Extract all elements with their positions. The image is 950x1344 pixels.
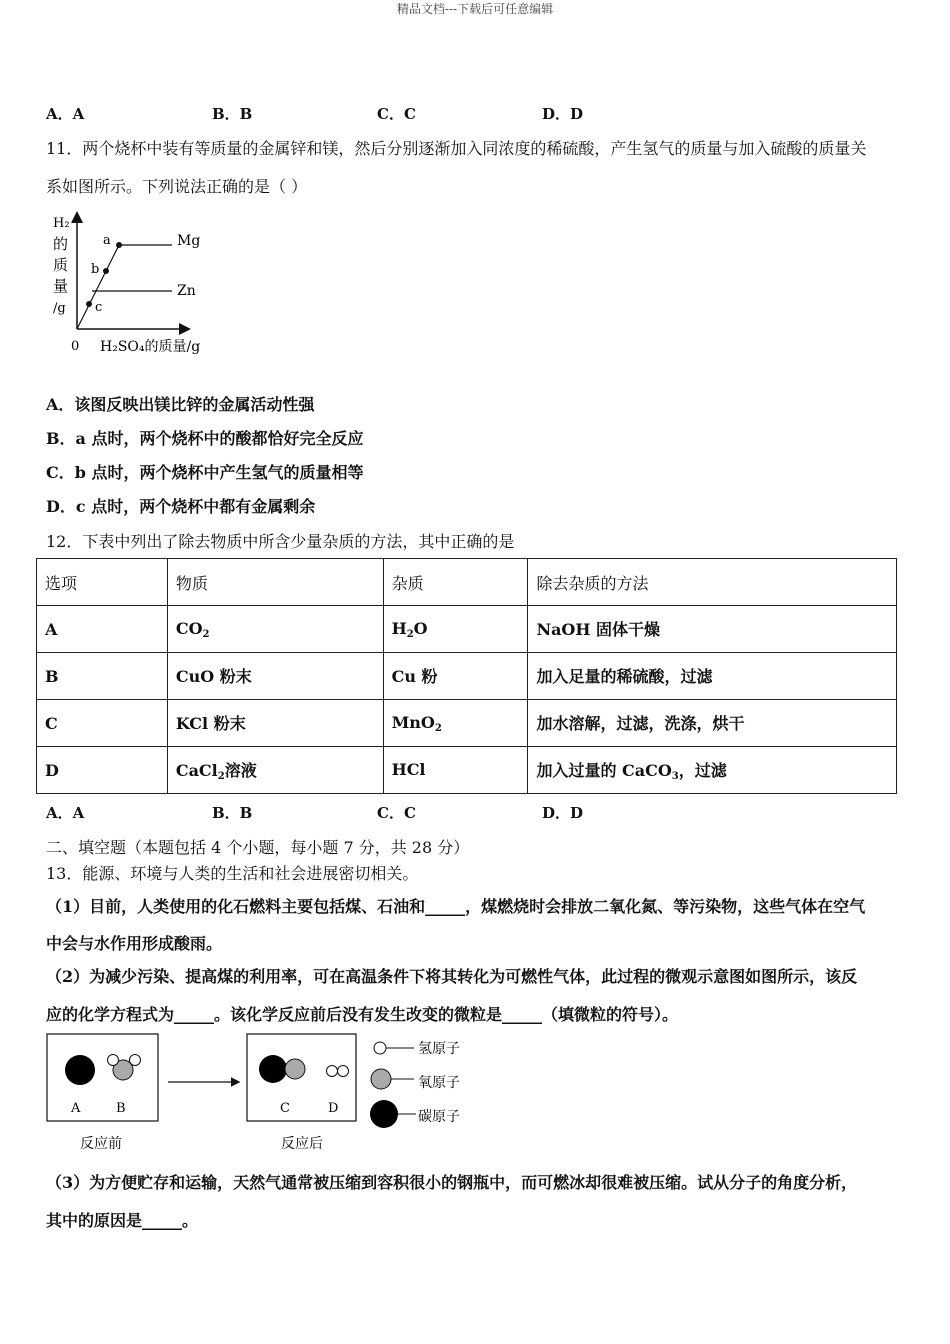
cell-option: A [37,606,168,653]
table-row [37,606,897,653]
label-d: D [328,1101,339,1116]
cell-substance: CuO 粉末 [167,653,383,700]
header-method: 除去杂质的方法 [528,559,897,606]
table-row [37,700,897,747]
cell-impurity: $H_2O$ [383,606,528,653]
q13-part1-line2: 中会与水作用形成酸雨。 [46,934,223,953]
q12-option-c[interactable]: C．C [377,804,416,822]
x-axis-label: H₂SO₄的质量/g [100,339,201,355]
y-label-char: 的 [53,235,69,253]
hydrogen-atom [338,1066,349,1077]
section-title: 二、填空题（本题包括 4 个小题，每小题 7 分，共 28 分） [46,838,470,857]
after-label: 反应后 [281,1136,323,1152]
q12-option-a[interactable]: A．A [46,804,85,822]
label-c: c [95,300,103,315]
table-header-row [37,559,897,606]
q11-option-b[interactable]: B．a 点时，两个烧杯中的酸都恰好完全反应 [46,429,364,448]
before-label: 反应前 [80,1136,122,1152]
q10-option-c[interactable]: C．C [377,105,416,123]
y-label-top: H₂ [53,216,70,231]
legend-carbon-icon [370,1100,398,1128]
mg-label: Mg [177,233,201,249]
y-label-char: /g [53,301,66,316]
legend-hydrogen-icon [374,1042,386,1054]
page-header: 精品文档---下载后可任意编辑 [396,2,554,16]
cell-substance: CaCl$_2$溶液 [167,747,383,794]
label-c: C [280,1101,290,1116]
label-a: a [103,233,111,248]
point-c [86,301,92,307]
cell-option: C [37,700,168,747]
origin-label: 0 [71,339,80,354]
header-substance: 物质 [167,559,383,606]
cell-option: D [37,747,168,794]
q13-part2-line2: 应的化学方程式为_____。该化学反应前后没有发生改变的微粒是_____（填微粒的符号）。 [46,1005,679,1024]
cell-impurity: MnO$_2$ [383,700,528,747]
hydrogen-atom [327,1066,338,1077]
carbon-atom [259,1055,287,1083]
carbon-atom [65,1055,95,1085]
legend-hydrogen: 氢原子 [418,1041,460,1057]
cell-impurity: Cu 粉 [383,653,528,700]
label-b: B [116,1101,126,1116]
y-label-char: 质 [53,256,69,274]
cell-impurity: HCl [383,747,528,794]
header-impurity: 杂质 [383,559,528,606]
y-label-char: 量 [53,277,69,295]
q12-option-b[interactable]: B．B [212,804,253,822]
cell-method: 加入过量的 CaCO$_3$，过滤 [528,747,897,794]
q11-graph [44,208,224,363]
q13-part2-line1: （2）为减少污染、提高煤的利用率，可在高温条件下将其转化为可燃性气体，此过程的微观示意图如图所示，该反 [46,967,858,986]
q12-options [0,802,950,822]
q12-table [36,558,897,794]
q12-option-d[interactable]: D．D [542,804,584,822]
q13-part1-line1: （1）目前，人类使用的化石燃料主要包括煤、石油和_____，煤燃烧时会排放二氧化氮、等污染物，这些气体在空气 [46,897,866,916]
q11-stem-line2: 系如图所示。下列说法正确的是（ ） [46,177,308,196]
cell-method: NaOH 固体干燥 [528,606,897,653]
q10-option-a[interactable]: A．A [46,105,85,123]
box-before [47,1034,158,1121]
label-b: b [91,262,100,277]
q11-stem-line1: 11．两个烧杯中装有等质量的金属锌和镁，然后分别逐渐加入同浓度的稀硫酸，产生氢气的质量与加入硫酸的质量关 [46,139,867,158]
point-a [116,242,122,248]
cell-option: B [37,653,168,700]
q11-option-d[interactable]: D．c 点时，两个烧杯中都有金属剩余 [46,497,316,516]
q10-option-d[interactable]: D．D [542,105,584,123]
oxygen-atom [285,1059,305,1079]
cell-substance: KCl 粉末 [167,700,383,747]
cell-method: 加水溶解，过滤，洗涤，烘干 [528,700,897,747]
legend-oxygen-icon [371,1069,391,1089]
q13-part3-line2: 其中的原因是_____。 [46,1211,199,1230]
q11-option-a[interactable]: A．该图反映出镁比锌的金属活动性强 [46,395,315,414]
zn-label: Zn [177,283,196,299]
point-b [103,268,109,274]
label-a: A [71,1101,81,1116]
q10-option-b[interactable]: B．B [212,105,253,123]
q13-stem: 13．能源、环境与人类的生活和社会进展密切相关。 [46,864,419,883]
legend-carbon: 碳原子 [418,1109,460,1125]
header-option: 选项 [37,559,168,606]
table-row [37,653,897,700]
q10-options [0,103,950,123]
legend-oxygen: 氧原子 [418,1075,460,1091]
hydrogen-atom [130,1055,141,1066]
q13-part3-line1: （3）为方便贮存和运输，天然气通常被压缩到容积很小的钢瓶中，而可燃冰却很难被压缩。试从分子的角度分析， [46,1173,858,1192]
cell-method: 加入足量的稀硫酸，过滤 [528,653,897,700]
hydrogen-atom [108,1055,119,1066]
q12-stem: 12．下表中列出了除去物质中所含少量杂质的方法，其中正确的是 [46,532,515,551]
reaction-diagram [40,1030,490,1160]
q11-option-c[interactable]: C．b 点时，两个烧杯中产生氢气的质量相等 [46,463,364,482]
mg-curve [77,245,172,329]
cell-substance: $CO_2$ [167,606,383,653]
table-row [37,747,897,794]
